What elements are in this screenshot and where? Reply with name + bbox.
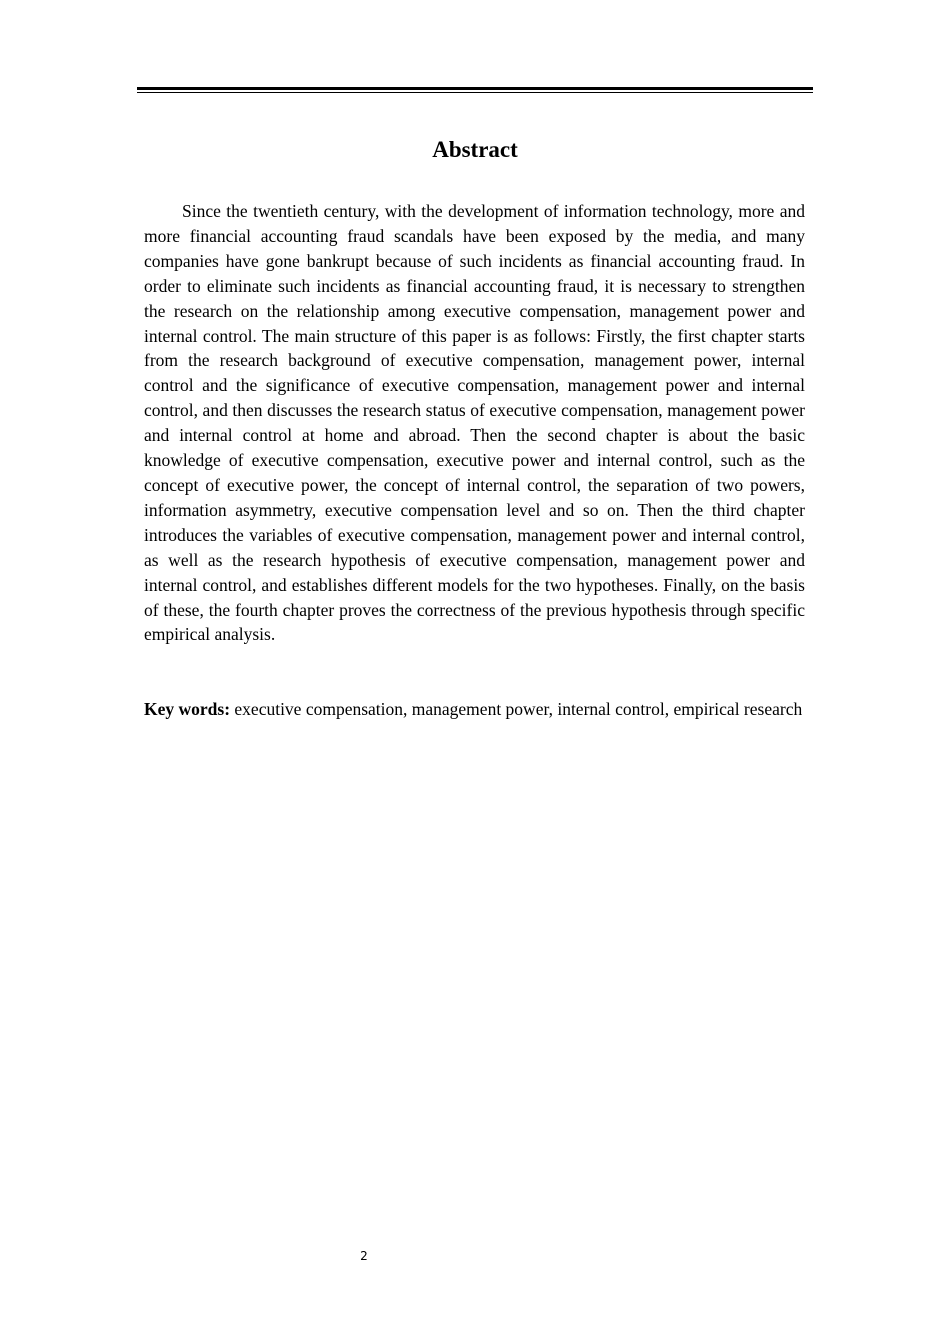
abstract-body: Since the twentieth century, with the development of information technology, more and more financial accounting fraud scandals have been exposed by the media, and many companies have gone bankrupt because of such incidents as financial accounting fraud. In order to eliminate such incidents as financial accounting fraud, it is necessary to strengthen the research on the relationship among executive compensation, management power and internal control. The main structure of this paper is as follows: Firstly, the first chapter starts from the research background of executive compensation, management power, internal control and the significance of executive compensation, management power and internal control, and then discusses the research status of executive compensation, management power and internal control at home and abroad. Then the second chapter is about the basic knowledge of executive compensation, executive power and internal control, such as the concept of executive power, the concept of internal control, the separation of two powers, information asymmetry, executive compensation level and so on. Then the third chapter introduces the variables of executive compensation, management power and internal control, as well as the research hypothesis of executive compensation, management power and internal control, and establishes different models for the two hypotheses. Finally, on the basis of these, the fourth chapter proves the correctness of the previous hypothesis through specific empirical analysis. <box>144 201 805 645</box>
keywords-paragraph <box>144 697 805 722</box>
keywords-label: Key words: <box>144 699 231 719</box>
page-number: 2 <box>360 1249 368 1263</box>
header-double-rule <box>137 87 813 93</box>
keywords-text: executive compensation, management power, internal control, empirical research <box>234 699 803 719</box>
abstract-title: Abstract <box>432 137 518 162</box>
